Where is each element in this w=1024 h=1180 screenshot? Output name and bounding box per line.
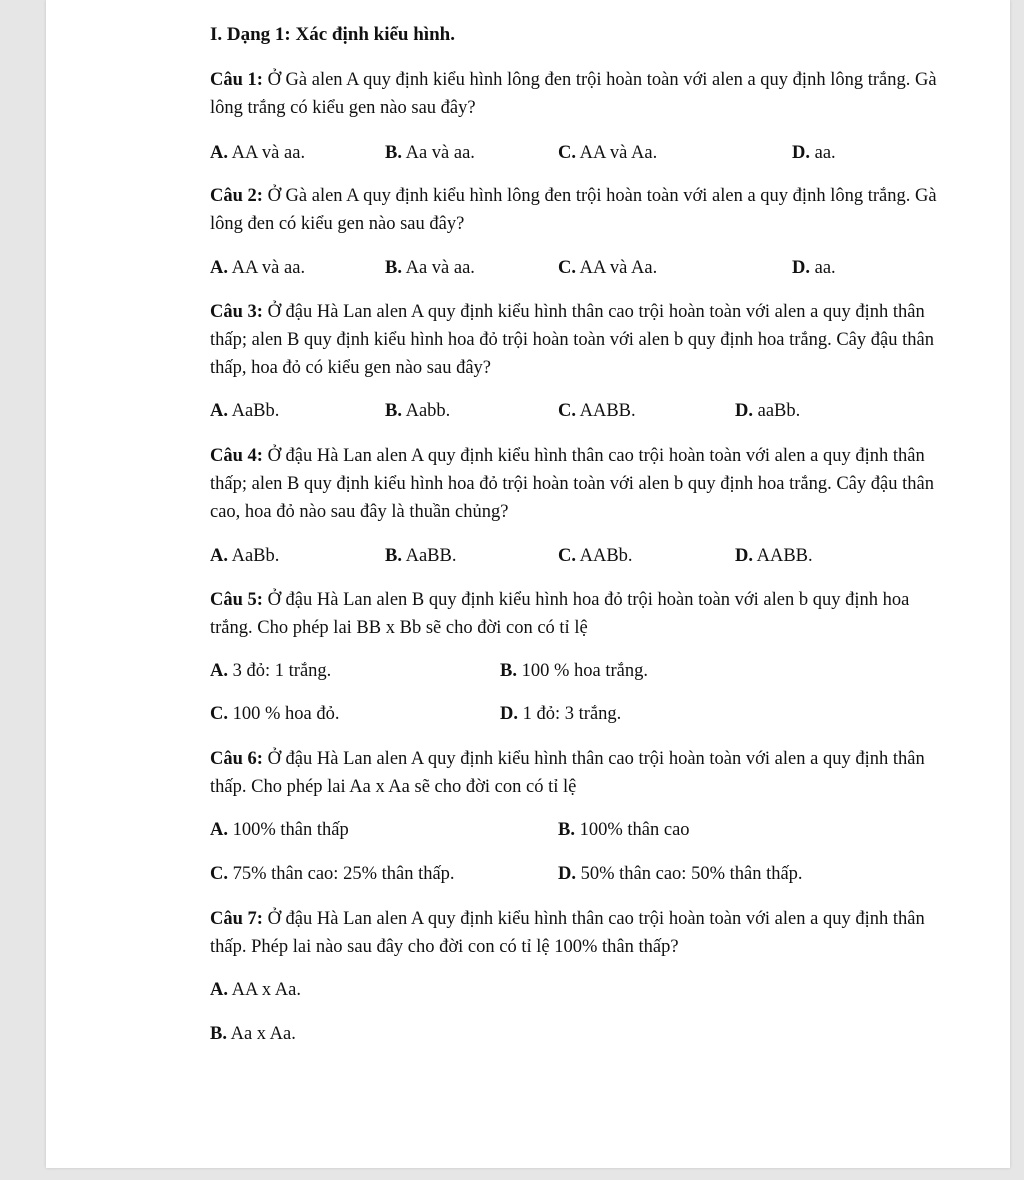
option-letter: C. <box>558 143 576 163</box>
option-text: AaBb. <box>231 401 280 421</box>
option-letter: A. <box>210 258 228 278</box>
question-text: Ở đậu Hà Lan alen A quy định kiểu hình thân cao trội hoàn toàn với alen a quy định thân thấp; alen B quy định kiểu hình hoa đỏ trội hoàn toàn với alen b quy định hoa trắng. Cây đậu thân thấp, hoa đỏ có kiểu gen nào sau đây? <box>210 302 934 378</box>
option-b <box>558 818 690 842</box>
option-c <box>210 702 340 726</box>
option-b <box>385 399 450 423</box>
question-3 <box>210 298 940 382</box>
option-letter: C. <box>558 401 576 421</box>
option-letter: A. <box>210 980 228 1000</box>
option-text: 100% thân thấp <box>232 820 349 840</box>
option-letter: C. <box>210 704 228 724</box>
option-text: Aabb. <box>405 401 451 421</box>
option-letter: D. <box>735 401 753 421</box>
option-a <box>210 544 279 568</box>
question-4 <box>210 442 940 526</box>
option-text: aaBb. <box>757 401 801 421</box>
option-a <box>210 399 279 423</box>
question-1 <box>210 66 940 122</box>
option-text: Aa và aa. <box>405 258 475 278</box>
option-a <box>210 141 305 165</box>
section-title: I. Dạng 1: Xác định kiểu hình. <box>210 24 455 45</box>
option-letter: B. <box>558 820 575 840</box>
option-text: AABB. <box>579 401 636 421</box>
option-text: 1 đỏ: 3 trắng. <box>522 704 622 724</box>
question-5 <box>210 586 940 642</box>
option-letter: A. <box>210 401 228 421</box>
option-text: Aa và aa. <box>405 143 475 163</box>
document-page <box>46 0 1010 1168</box>
option-a <box>210 256 305 280</box>
option-text: 3 đỏ: 1 trắng. <box>232 661 332 681</box>
question-text: Ở đậu Hà Lan alen A quy định kiểu hình thân cao trội hoàn toàn với alen a quy định thân thấp. Cho phép lai Aa x Aa sẽ cho đời con có tỉ lệ <box>210 749 925 797</box>
question-label: Câu 7: <box>210 909 263 929</box>
option-text: aa. <box>814 143 836 163</box>
option-a <box>210 818 349 842</box>
option-text: AaBb. <box>231 546 280 566</box>
option-letter: A. <box>210 143 228 163</box>
option-text: Aa x Aa. <box>230 1024 296 1044</box>
option-letter: A. <box>210 546 228 566</box>
option-d <box>792 256 836 280</box>
question-label: Câu 3: <box>210 302 263 322</box>
question-text: Ở Gà alen A quy định kiểu hình lông đen trội hoàn toàn với alen a quy định lông trắng. Gà lông đen có kiểu gen nào sau đây? <box>210 186 937 234</box>
option-letter: C. <box>558 258 576 278</box>
option-text: 100 % hoa đỏ. <box>232 704 340 724</box>
question-text: Ở Gà alen A quy định kiểu hình lông đen trội hoàn toàn với alen a quy định lông trắng. Gà lông trắng có kiểu gen nào sau đây? <box>210 70 937 118</box>
question-text: Ở đậu Hà Lan alen A quy định kiểu hình thân cao trội hoàn toàn với alen a quy định thân thấp; alen B quy định kiểu hình hoa đỏ trội hoàn toàn với alen b quy định hoa trắng. Cây đậu thân cao, hoa đỏ nào sau đây là thuần chủng? <box>210 446 934 522</box>
option-text: 100% thân cao <box>579 820 690 840</box>
option-text: AA và aa. <box>231 258 306 278</box>
option-letter: D. <box>792 143 810 163</box>
option-c <box>558 141 657 165</box>
option-letter: C. <box>558 546 576 566</box>
option-text: 100 % hoa trắng. <box>521 661 648 681</box>
option-text: AA và Aa. <box>579 258 658 278</box>
option-a <box>210 659 331 683</box>
option-c <box>558 256 657 280</box>
option-letter: A. <box>210 661 228 681</box>
question-2 <box>210 182 940 238</box>
option-d <box>558 862 803 886</box>
option-d <box>735 399 800 423</box>
question-text: Ở đậu Hà Lan alen B quy định kiểu hình hoa đỏ trội hoàn toàn với alen b quy định hoa trắng. Cho phép lai BB x Bb sẽ cho đời con có tỉ lệ <box>210 590 910 638</box>
question-text: Ở đậu Hà Lan alen A quy định kiểu hình thân cao trội hoàn toàn với alen a quy định thân thấp. Phép lai nào sau đây cho đời con có tỉ lệ 100% thân thấp? <box>210 909 925 957</box>
option-text: AA x Aa. <box>231 980 301 1000</box>
option-c <box>210 862 455 886</box>
option-text: 75% thân cao: 25% thân thấp. <box>232 864 455 884</box>
option-letter: D. <box>735 546 753 566</box>
option-a <box>210 978 301 1002</box>
option-b <box>385 141 475 165</box>
option-b <box>385 544 456 568</box>
option-letter: C. <box>210 864 228 884</box>
option-d <box>792 141 836 165</box>
option-letter: B. <box>500 661 517 681</box>
option-letter: D. <box>558 864 576 884</box>
option-letter: A. <box>210 820 228 840</box>
question-7 <box>210 905 940 961</box>
option-letter: B. <box>385 546 402 566</box>
option-d <box>500 702 621 726</box>
option-b <box>500 659 648 683</box>
option-letter: D. <box>500 704 518 724</box>
option-letter: B. <box>385 258 402 278</box>
option-text: AABb. <box>579 546 633 566</box>
option-text: aa. <box>814 258 836 278</box>
option-c <box>558 399 636 423</box>
question-label: Câu 4: <box>210 446 263 466</box>
option-letter: B. <box>385 143 402 163</box>
option-text: AA và aa. <box>231 143 306 163</box>
question-6 <box>210 745 940 801</box>
question-label: Câu 1: <box>210 70 263 90</box>
question-label: Câu 2: <box>210 186 263 206</box>
option-d <box>735 544 813 568</box>
option-b <box>385 256 475 280</box>
option-text: AABB. <box>756 546 813 566</box>
option-text: AaBB. <box>405 546 457 566</box>
option-text: AA và Aa. <box>579 143 658 163</box>
option-letter: B. <box>210 1024 227 1044</box>
question-label: Câu 5: <box>210 590 263 610</box>
option-letter: D. <box>792 258 810 278</box>
option-c <box>558 544 633 568</box>
option-text: 50% thân cao: 50% thân thấp. <box>580 864 803 884</box>
question-label: Câu 6: <box>210 749 263 769</box>
option-b <box>210 1022 296 1046</box>
option-letter: B. <box>385 401 402 421</box>
